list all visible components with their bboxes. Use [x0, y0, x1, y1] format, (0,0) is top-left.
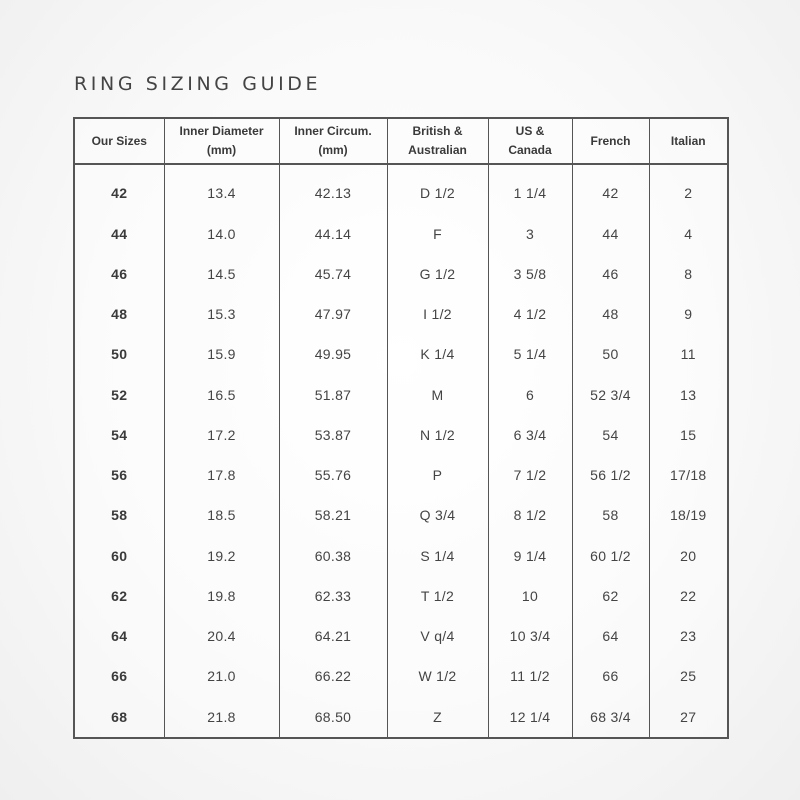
us-canada-cell: 10 — [488, 576, 572, 616]
inner-circum-cell: 58.21 — [279, 495, 387, 535]
italian-cell: 2 — [649, 164, 728, 213]
french-cell: 66 — [572, 656, 649, 696]
our-size-cell: 48 — [111, 306, 128, 323]
table-row — [74, 656, 728, 696]
header-italian — [649, 118, 728, 164]
our-size-cell: 54 — [111, 426, 128, 443]
italian-cell: 13 — [649, 374, 728, 414]
header-label-line: (mm) — [318, 143, 348, 157]
british-australian-cell: V q/4 — [387, 616, 488, 656]
italian-cell: 9 — [649, 294, 728, 334]
header-label-line: Italian — [670, 133, 706, 148]
table-row — [74, 254, 728, 294]
british-australian-cell: Z — [387, 697, 488, 738]
inner-circum-cell: 62.33 — [279, 576, 387, 616]
british-australian-cell: N 1/2 — [387, 415, 488, 455]
inner-diameter-cell: 21.0 — [164, 656, 279, 696]
italian-cell: 23 — [649, 616, 728, 656]
table-row — [74, 697, 728, 738]
british-australian-cell: K 1/4 — [387, 334, 488, 374]
us-canada-cell: 11 1/2 — [488, 656, 572, 696]
table-row — [74, 374, 728, 414]
header-label-line: Inner Circum. — [294, 124, 372, 138]
header-us-canada — [488, 118, 572, 164]
inner-circum-cell: 60.38 — [279, 536, 387, 576]
us-canada-cell: 3 5/8 — [488, 254, 572, 294]
french-cell: 60 1/2 — [572, 536, 649, 576]
british-australian-cell: W 1/2 — [387, 656, 488, 696]
inner-diameter-cell: 19.2 — [164, 536, 279, 576]
italian-cell: 25 — [649, 656, 728, 696]
header-british-australian — [387, 118, 488, 164]
table-row — [74, 294, 728, 334]
british-australian-cell: D 1/2 — [387, 164, 488, 213]
us-canada-cell: 6 3/4 — [488, 415, 572, 455]
italian-cell: 4 — [649, 213, 728, 253]
header-inner-circum — [279, 118, 387, 164]
french-cell: 58 — [572, 495, 649, 535]
italian-cell: 15 — [649, 415, 728, 455]
header-label-line: French — [590, 133, 631, 148]
table-row — [74, 213, 728, 253]
french-cell: 52 3/4 — [572, 374, 649, 414]
inner-diameter-cell: 18.5 — [164, 495, 279, 535]
british-australian-cell: F — [387, 213, 488, 253]
french-cell: 48 — [572, 294, 649, 334]
our-size-cell: 46 — [111, 265, 128, 282]
french-cell: 42 — [572, 164, 649, 213]
french-cell: 44 — [572, 213, 649, 253]
inner-diameter-cell: 21.8 — [164, 697, 279, 738]
italian-cell: 20 — [649, 536, 728, 576]
us-canada-cell: 12 1/4 — [488, 697, 572, 738]
inner-diameter-cell: 16.5 — [164, 374, 279, 414]
header-label-line: Australian — [408, 143, 467, 157]
british-australian-cell: Q 3/4 — [387, 495, 488, 535]
table-row — [74, 536, 728, 576]
our-size-cell: 44 — [111, 225, 128, 242]
header-label-line: British & — [412, 124, 463, 138]
header-label-line: Canada — [508, 143, 552, 157]
italian-cell: 22 — [649, 576, 728, 616]
italian-cell: 11 — [649, 334, 728, 374]
table-row — [74, 576, 728, 616]
inner-circum-cell: 51.87 — [279, 374, 387, 414]
header-inner-diameter — [164, 118, 279, 164]
inner-diameter-cell: 20.4 — [164, 616, 279, 656]
our-size-cell: 62 — [111, 587, 128, 604]
us-canada-cell: 5 1/4 — [488, 334, 572, 374]
italian-cell: 27 — [649, 697, 728, 738]
british-australian-cell: G 1/2 — [387, 254, 488, 294]
inner-circum-cell: 53.87 — [279, 415, 387, 455]
our-size-cell: 42 — [111, 185, 128, 202]
french-cell: 64 — [572, 616, 649, 656]
header-label-line: Inner Diameter — [179, 124, 264, 138]
inner-circum-cell: 68.50 — [279, 697, 387, 738]
british-australian-cell: M — [387, 374, 488, 414]
table-row — [74, 415, 728, 455]
french-cell: 68 3/4 — [572, 697, 649, 738]
header-our-sizes — [74, 118, 164, 164]
our-size-cell: 58 — [111, 507, 128, 524]
inner-diameter-cell: 14.0 — [164, 213, 279, 253]
our-size-cell: 56 — [111, 467, 128, 484]
inner-circum-cell: 42.13 — [279, 164, 387, 213]
table-row — [74, 164, 728, 213]
ring-size-table — [73, 117, 729, 739]
inner-diameter-cell: 15.3 — [164, 294, 279, 334]
our-size-cell: 64 — [111, 628, 128, 645]
french-cell: 50 — [572, 334, 649, 374]
french-cell: 62 — [572, 576, 649, 616]
inner-circum-cell: 66.22 — [279, 656, 387, 696]
us-canada-cell: 3 — [488, 213, 572, 253]
page-title: RING SIZING GUIDE — [74, 72, 322, 95]
british-australian-cell: I 1/2 — [387, 294, 488, 334]
inner-diameter-cell: 17.2 — [164, 415, 279, 455]
table-row — [74, 495, 728, 535]
us-canada-cell: 1 1/4 — [488, 164, 572, 213]
french-cell: 54 — [572, 415, 649, 455]
table-row — [74, 334, 728, 374]
italian-cell: 18/19 — [649, 495, 728, 535]
us-canada-cell: 10 3/4 — [488, 616, 572, 656]
table-row — [74, 616, 728, 656]
our-size-cell: 50 — [111, 346, 128, 363]
inner-circum-cell: 45.74 — [279, 254, 387, 294]
inner-diameter-cell: 13.4 — [164, 164, 279, 213]
our-size-cell: 52 — [111, 386, 128, 403]
british-australian-cell: T 1/2 — [387, 576, 488, 616]
us-canada-cell: 9 1/4 — [488, 536, 572, 576]
us-canada-cell: 4 1/2 — [488, 294, 572, 334]
inner-diameter-cell: 19.8 — [164, 576, 279, 616]
our-size-cell: 68 — [111, 708, 128, 725]
header-label-line: Our Sizes — [91, 133, 147, 148]
french-cell: 46 — [572, 254, 649, 294]
table-header-row — [74, 118, 728, 164]
italian-cell: 17/18 — [649, 455, 728, 495]
header-label-line: (mm) — [206, 143, 237, 157]
inner-circum-cell: 47.97 — [279, 294, 387, 334]
table-body — [74, 164, 728, 738]
our-size-cell: 60 — [111, 547, 128, 564]
french-cell: 56 1/2 — [572, 455, 649, 495]
table-row — [74, 455, 728, 495]
us-canada-cell: 8 1/2 — [488, 495, 572, 535]
inner-diameter-cell: 14.5 — [164, 254, 279, 294]
us-canada-cell: 7 1/2 — [488, 455, 572, 495]
header-label-line: US & — [515, 124, 545, 138]
italian-cell: 8 — [649, 254, 728, 294]
header-french — [572, 118, 649, 164]
our-size-cell: 66 — [111, 668, 128, 685]
inner-circum-cell: 44.14 — [279, 213, 387, 253]
inner-circum-cell: 55.76 — [279, 455, 387, 495]
inner-circum-cell: 64.21 — [279, 616, 387, 656]
inner-diameter-cell: 17.8 — [164, 455, 279, 495]
british-australian-cell: P — [387, 455, 488, 495]
us-canada-cell: 6 — [488, 374, 572, 414]
inner-diameter-cell: 15.9 — [164, 334, 279, 374]
british-australian-cell: S 1/4 — [387, 536, 488, 576]
inner-circum-cell: 49.95 — [279, 334, 387, 374]
